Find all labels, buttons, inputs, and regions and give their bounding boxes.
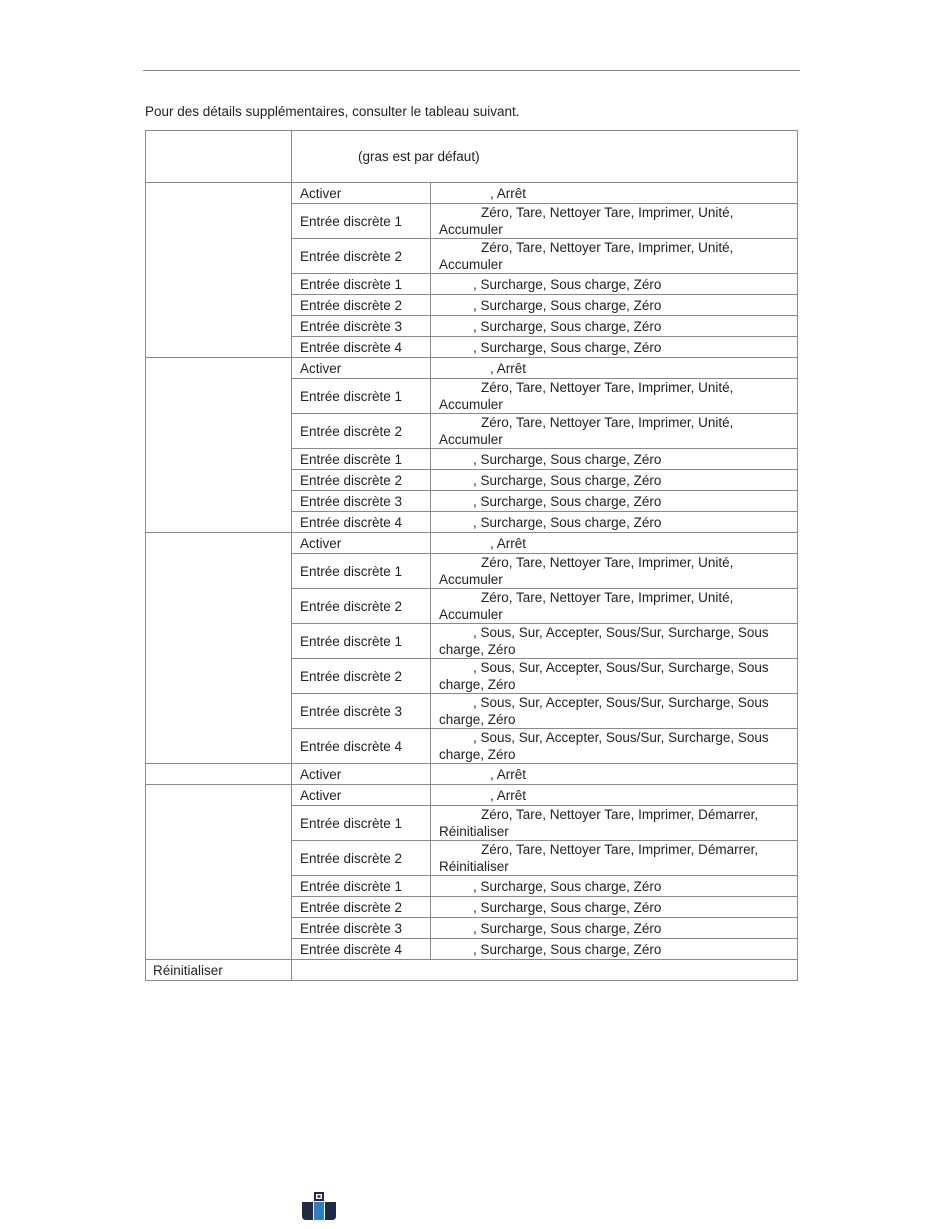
row-options — [431, 624, 798, 659]
row-label: Activer — [292, 358, 431, 379]
row-options-text: , Arrêt — [490, 766, 527, 782]
row-options-text: , Arrêt — [490, 535, 527, 551]
row-options — [431, 358, 798, 379]
row-options-text: , Sous, Sur, Accepter, Sous/Sur, Surcharge, Sous charge, Zéro — [439, 660, 769, 692]
row-options — [431, 295, 798, 316]
row-label: Entrée discrète 4 — [292, 939, 431, 960]
row-label: Entrée discrète 2 — [292, 414, 431, 449]
row-options-text: Zéro, Tare, Nettoyer Tare, Imprimer, Unité, Accumuler — [439, 555, 734, 587]
table-row — [146, 785, 798, 806]
row-label: Entrée discrète 1 — [292, 554, 431, 589]
group-param-cell — [146, 358, 292, 533]
row-label: Entrée discrète 1 — [292, 449, 431, 470]
row-options-text: , Arrêt — [490, 360, 527, 376]
row-options-text: Zéro, Tare, Nettoyer Tare, Imprimer, Unité, Accumuler — [439, 415, 734, 447]
row-options — [431, 512, 798, 533]
row-options — [431, 491, 798, 512]
row-label: Activer — [292, 183, 431, 204]
row-options-text: Zéro, Tare, Nettoyer Tare, Imprimer, Démarrer, Réinitialiser — [439, 807, 759, 839]
header-default-note: (gras est par défaut) — [292, 131, 798, 183]
row-label: Entrée discrète 4 — [292, 729, 431, 764]
row-options — [431, 589, 798, 624]
row-options-text: , Surcharge, Sous charge, Zéro — [473, 318, 662, 334]
row-options — [431, 204, 798, 239]
reset-row — [146, 960, 798, 981]
row-label: Activer — [292, 764, 431, 785]
row-label: Entrée discrète 1 — [292, 806, 431, 841]
row-options-text: , Sous, Sur, Accepter, Sous/Sur, Surcharge, Sous charge, Zéro — [439, 730, 769, 762]
row-options-text: , Surcharge, Sous charge, Zéro — [473, 493, 662, 509]
row-options — [431, 764, 798, 785]
row-options-text: , Surcharge, Sous charge, Zéro — [473, 878, 662, 894]
header-rule — [143, 70, 800, 71]
row-options-text: Zéro, Tare, Nettoyer Tare, Imprimer, Unité, Accumuler — [439, 205, 734, 237]
row-options — [431, 316, 798, 337]
row-label: Entrée discrète 2 — [292, 470, 431, 491]
row-options-text: , Surcharge, Sous charge, Zéro — [473, 472, 662, 488]
group-param-cell — [146, 764, 292, 785]
row-label: Activer — [292, 533, 431, 554]
row-options — [431, 183, 798, 204]
company-logo-icon — [302, 1191, 336, 1221]
table-row — [146, 358, 798, 379]
row-options — [431, 897, 798, 918]
row-label: Entrée discrète 3 — [292, 694, 431, 729]
row-options — [431, 470, 798, 491]
settings-table — [145, 130, 798, 981]
row-options — [431, 729, 798, 764]
row-label: Entrée discrète 4 — [292, 337, 431, 358]
row-label: Entrée discrète 1 — [292, 274, 431, 295]
row-options-text: Zéro, Tare, Nettoyer Tare, Imprimer, Démarrer, Réinitialiser — [439, 842, 759, 874]
row-options — [431, 918, 798, 939]
row-options-text: , Surcharge, Sous charge, Zéro — [473, 276, 662, 292]
row-options — [431, 379, 798, 414]
table-row — [146, 764, 798, 785]
row-options-text: , Surcharge, Sous charge, Zéro — [473, 899, 662, 915]
group-param-cell — [146, 533, 292, 764]
row-label: Entrée discrète 1 — [292, 379, 431, 414]
row-label: Entrée discrète 3 — [292, 918, 431, 939]
row-options — [431, 274, 798, 295]
row-options — [431, 785, 798, 806]
row-options — [431, 806, 798, 841]
row-options — [431, 694, 798, 729]
row-label: Entrée discrète 1 — [292, 204, 431, 239]
row-options — [431, 449, 798, 470]
intro-text: Pour des détails supplémentaires, consulter le tableau suivant. — [145, 104, 520, 119]
row-options-text: , Surcharge, Sous charge, Zéro — [473, 514, 662, 530]
row-options — [431, 414, 798, 449]
row-options — [431, 554, 798, 589]
table-row — [146, 533, 798, 554]
row-options — [431, 659, 798, 694]
row-label: Entrée discrète 2 — [292, 239, 431, 274]
header-param-cell — [146, 131, 292, 183]
row-label: Activer — [292, 785, 431, 806]
row-label: Entrée discrète 4 — [292, 512, 431, 533]
row-label: Entrée discrète 2 — [292, 841, 431, 876]
row-label: Entrée discrète 3 — [292, 491, 431, 512]
row-label: Entrée discrète 2 — [292, 295, 431, 316]
row-options-text: , Arrêt — [490, 185, 527, 201]
row-label: Entrée discrète 2 — [292, 589, 431, 624]
row-options-text: , Sous, Sur, Accepter, Sous/Sur, Surcharge, Sous charge, Zéro — [439, 625, 769, 657]
group-param-cell — [146, 183, 292, 358]
row-options-text: , Sous, Sur, Accepter, Sous/Sur, Surcharge, Sous charge, Zéro — [439, 695, 769, 727]
row-options-text: Zéro, Tare, Nettoyer Tare, Imprimer, Unité, Accumuler — [439, 240, 734, 272]
table-header-row — [146, 131, 798, 183]
row-options-text: , Surcharge, Sous charge, Zéro — [473, 451, 662, 467]
row-options-text: Zéro, Tare, Nettoyer Tare, Imprimer, Unité, Accumuler — [439, 380, 734, 412]
row-options — [431, 939, 798, 960]
reset-label: Réinitialiser — [146, 960, 292, 981]
row-options-text: , Arrêt — [490, 787, 527, 803]
row-options-text: Zéro, Tare, Nettoyer Tare, Imprimer, Unité, Accumuler — [439, 590, 734, 622]
row-label: Entrée discrète 2 — [292, 659, 431, 694]
row-label: Entrée discrète 2 — [292, 897, 431, 918]
row-options — [431, 239, 798, 274]
table-row — [146, 183, 798, 204]
row-label: Entrée discrète 1 — [292, 624, 431, 659]
row-options-text: , Surcharge, Sous charge, Zéro — [473, 941, 662, 957]
row-options — [431, 841, 798, 876]
row-options-text: , Surcharge, Sous charge, Zéro — [473, 297, 662, 313]
row-options — [431, 337, 798, 358]
row-options-text: , Surcharge, Sous charge, Zéro — [473, 920, 662, 936]
row-options — [431, 876, 798, 897]
reset-value — [292, 960, 798, 981]
row-label: Entrée discrète 1 — [292, 876, 431, 897]
row-label: Entrée discrète 3 — [292, 316, 431, 337]
row-options-text: , Surcharge, Sous charge, Zéro — [473, 339, 662, 355]
row-options — [431, 533, 798, 554]
group-param-cell — [146, 785, 292, 960]
